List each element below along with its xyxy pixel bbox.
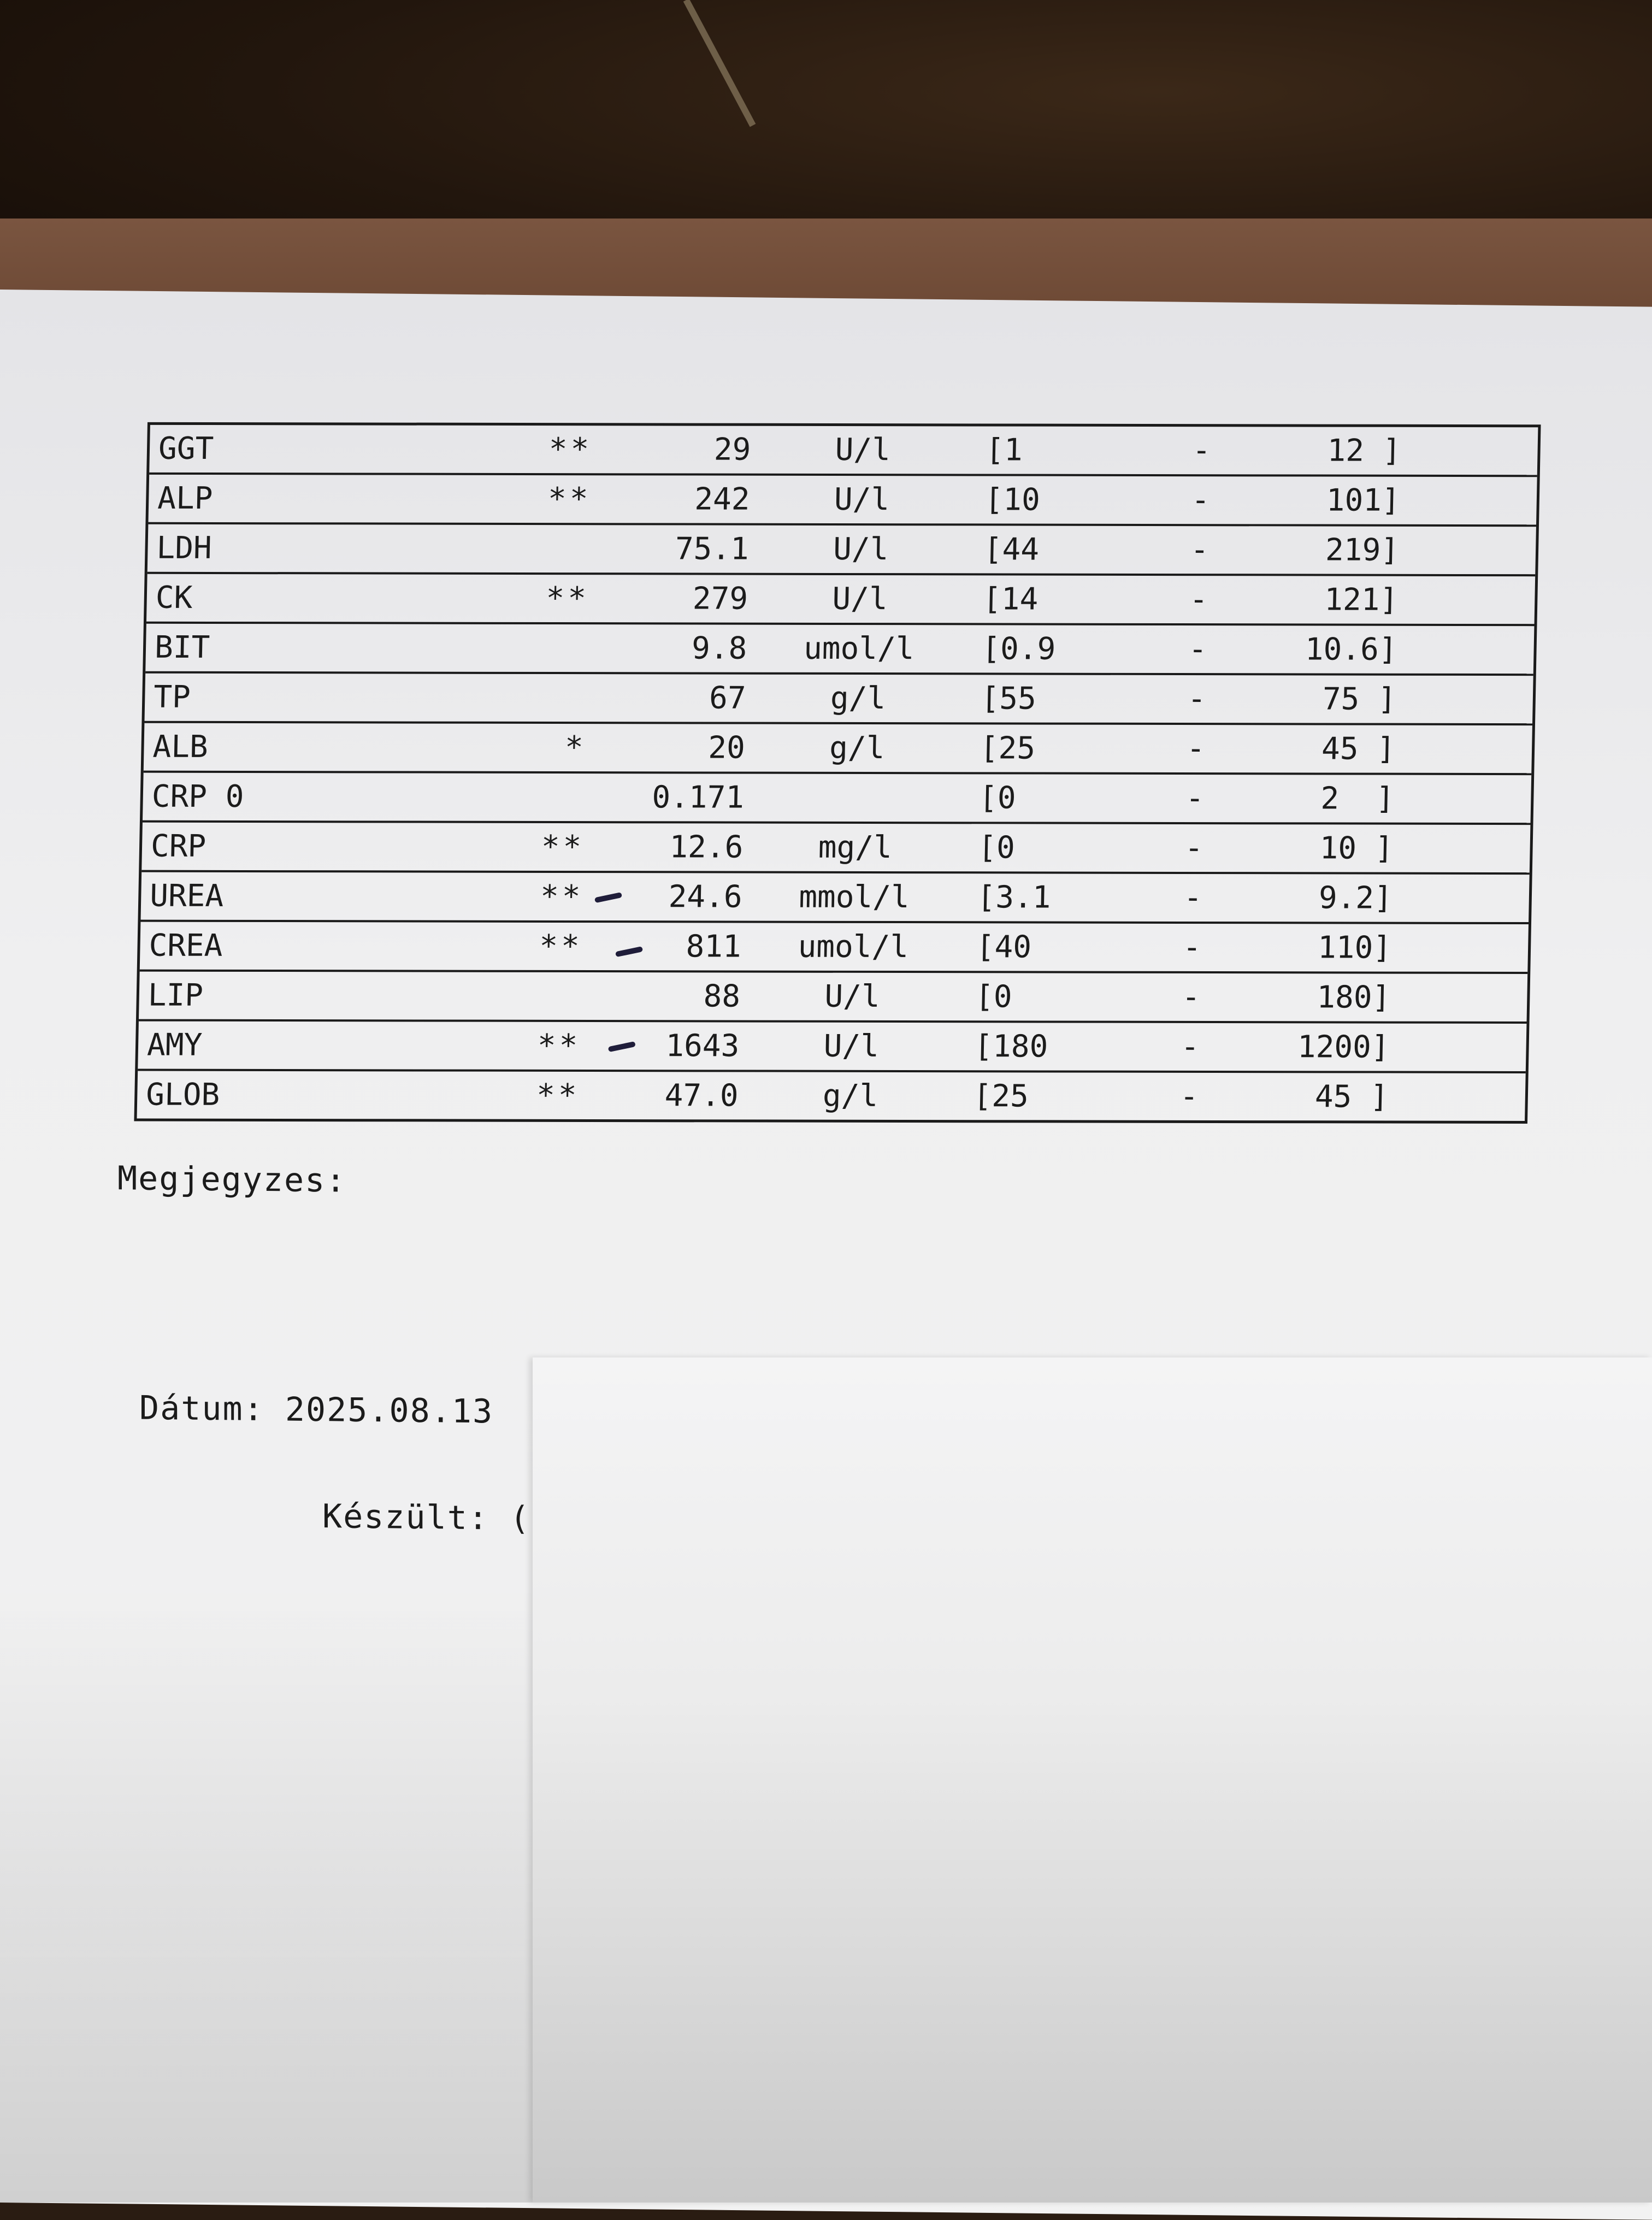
result-value: 67 [593,680,752,716]
date-value: 2025.08.13 [285,1390,493,1431]
reference-low: [180 [958,1029,1155,1065]
test-code: ALP [149,481,455,517]
reference-high: 121] [1234,582,1404,618]
abnormal-flag: ** [446,929,588,964]
reference-separator: - [1164,532,1235,568]
abnormal-flag: ** [447,879,589,914]
reference-high: 10 ] [1229,830,1399,866]
reference-high: 101] [1236,482,1406,518]
date-line [139,1389,493,1431]
abnormal-flag: ** [448,829,591,865]
reference-high: 180] [1226,979,1396,1015]
result-value: 1643 [586,1028,745,1064]
test-code: GGT [149,431,456,467]
covering-paper-sheet [533,1357,1652,2203]
table-row [144,674,1533,725]
table-row [139,972,1527,1024]
test-code: CK [146,580,453,616]
table-row [143,773,1531,825]
table-row [148,524,1536,576]
reference-low: [55 [964,681,1161,717]
result-unit: U/l [745,979,959,1015]
result-unit: U/l [756,432,970,468]
result-unit: U/l [755,482,969,518]
result-unit: umol/l [746,929,960,965]
result-value: 0.171 [591,780,750,815]
reference-separator: - [1156,930,1228,965]
reference-separator: - [1154,1029,1226,1065]
table-row [140,872,1529,924]
reference-low: [25 [957,1078,1154,1114]
date-label: Dátum: [139,1389,264,1428]
reference-low: [25 [963,730,1160,766]
result-value: 88 [587,978,746,1014]
reference-separator: - [1165,482,1236,518]
result-value: 12.6 [590,829,749,865]
reference-separator: - [1153,1079,1225,1114]
reference-high: 12 ] [1237,433,1407,469]
reference-high: 10.6] [1233,631,1403,668]
reference-low: [40 [959,929,1157,965]
table-row [148,475,1537,527]
result-value: 20 [592,730,751,765]
prepared-by-value: ( [510,1499,530,1538]
test-code: ALB [144,729,450,765]
lab-results-table [134,422,1541,1124]
reference-separator: - [1162,631,1234,667]
result-unit: g/l [750,730,964,766]
reference-separator: - [1155,979,1227,1015]
reference-separator: - [1159,781,1231,816]
result-unit: g/l [751,681,965,717]
result-unit: mg/l [748,830,962,866]
test-code: GLOB [137,1077,444,1113]
reference-low: [0.9 [965,631,1163,667]
reference-high: 219] [1235,532,1405,568]
reference-low: [3.1 [960,879,1158,916]
reference-low: [0 [963,780,1160,816]
result-value: 47.0 [585,1078,744,1113]
reference-separator: - [1157,880,1229,916]
result-unit: mmol/l [747,879,961,916]
abnormal-flag: * [450,730,592,765]
table-row [144,723,1532,775]
reference-low: [14 [966,581,1164,617]
table-row [149,425,1538,477]
reference-high: 110] [1227,930,1397,966]
result-unit: g/l [744,1078,957,1114]
test-code: AMY [138,1028,444,1064]
result-unit: U/l [753,581,966,617]
reference-high: 9.2] [1228,880,1398,916]
table-row [146,574,1535,626]
reference-low: [0 [961,830,1159,866]
test-code: UREA [141,878,447,914]
test-code: LDH [148,530,454,566]
abnormal-flag: ** [444,1028,587,1064]
prepared-by-line [322,1497,530,1538]
reference-high: 75 ] [1232,681,1402,717]
table-row [145,624,1534,676]
result-unit: U/l [745,1029,958,1065]
reference-separator: - [1160,731,1231,766]
reference-separator: - [1166,433,1237,468]
reference-low: [0 [959,979,1156,1015]
result-value: 242 [597,481,756,517]
reference-low: [1 [969,432,1166,468]
test-code: TP [145,680,451,716]
table-row [138,1022,1526,1073]
reference-separator: - [1161,681,1232,717]
reference-high: 1200] [1225,1029,1395,1065]
test-code: CRP 0 [143,779,449,815]
test-code: BIT [145,630,452,666]
reference-high: 2 ] [1230,781,1400,817]
result-unit: umol/l [752,631,966,667]
table-row [140,922,1529,974]
result-value: 9.8 [594,630,753,666]
result-unit: U/l [754,532,967,568]
abnormal-flag: ** [456,432,598,467]
test-code: CREA [140,928,446,964]
table-row [141,823,1530,875]
abnormal-flag: ** [455,481,597,517]
result-value: 811 [588,929,747,964]
reference-low: [10 [968,482,1165,518]
reference-high: 45 ] [1231,731,1401,767]
reference-low: [44 [967,532,1164,568]
prepared-by-label: Készült: [322,1497,489,1537]
abnormal-flag: ** [443,1078,586,1113]
abnormal-flag: ** [452,581,595,616]
test-code: LIP [139,978,445,1014]
result-value: 24.6 [589,879,748,914]
reference-separator: - [1158,830,1230,866]
reference-separator: - [1163,582,1235,617]
reference-high: 45 ] [1224,1079,1394,1115]
notes-label: Megjegyzes: [117,1159,346,1200]
shadow-area [0,1584,533,2203]
result-value: 75.1 [595,531,754,566]
result-value: 29 [598,432,757,467]
table-row [137,1071,1526,1121]
result-value: 279 [594,581,753,616]
test-code: CRP [141,829,448,865]
